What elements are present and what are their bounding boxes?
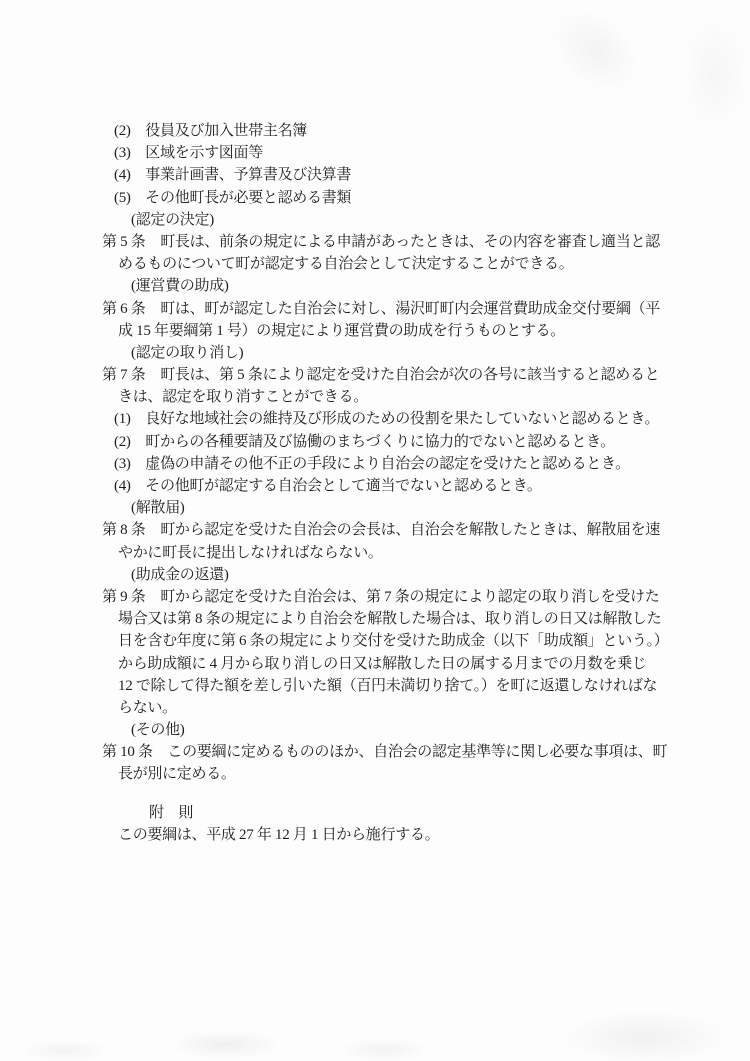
text-line: (その他) <box>131 722 185 739</box>
document-body <box>0 120 750 846</box>
scan-artifact <box>680 15 750 135</box>
text-line: 第 5 条 町長は、前条の規定による申請があったときは、その内容を審査し適当と認 <box>102 233 660 250</box>
text-line: めるものについて町が認定する自治会として決定することができる。 <box>118 256 574 273</box>
text-line: この要綱は、平成 27 年 12 月 1 日から施行する。 <box>118 826 440 843</box>
text-line: 長が別に定める。 <box>118 766 236 783</box>
text-line: 第 9 条 町から認定を受けた自治会は、第 7 条の規定により認定の取り消しを受けた <box>102 588 660 605</box>
text-line: (3) 区域を示す図面等 <box>114 145 263 162</box>
text-line: 成 15 年要綱第 1 号）の規定により運営費の助成を行うものとする。 <box>118 322 566 339</box>
scan-artifact <box>560 1010 730 1061</box>
text-line: (4) 事業計画書、予算書及び決算書 <box>114 167 352 184</box>
scan-artifact <box>20 1040 110 1061</box>
text-line: (運営費の助成) <box>131 278 229 295</box>
text-line: (認定の決定) <box>131 211 214 228</box>
text-line: (2) 役員及び加入世帯主名簿 <box>114 123 307 139</box>
text-line: 附 則 <box>149 804 194 821</box>
text-line: (認定の取り消し) <box>131 344 244 361</box>
text-line: 第 10 条 この要綱に定めるもののほか、自治会の認定基準等に関し必要な事項は、町 <box>102 744 668 761</box>
text-line: (4) その他町が認定する自治会として適当でないと認めるとき。 <box>114 478 542 494</box>
scan-artifact <box>170 1030 280 1060</box>
text-line: (助成金の返還) <box>131 566 229 583</box>
text-line: きは、認定を取り消すことができる。 <box>118 389 368 406</box>
text-line: (2) 町からの各種要請及び協働のまちづくりに協力的でないと認めるとき。 <box>114 433 615 450</box>
text-line: 日を含む年度に第 6 条の規定により交付を受けた助成金（以下「助成額」という。） <box>118 633 669 650</box>
text-line: から助成額に 4 月から取り消しの日又は解散した日の属する月までの月数を乗じ <box>118 655 647 672</box>
scan-artifact <box>534 0 656 109</box>
text-line: (5) その他町長が必要と認める書類 <box>114 189 352 206</box>
text-line: 場合又は第 8 条の規定により自治会を解散した場合は、取り消しの日又は解散した <box>118 611 662 628</box>
text-line: やかに町長に提出しなければならない。 <box>118 544 383 561</box>
text-line: らない。 <box>118 699 177 716</box>
text-line: (3) 虚偽の申請その他不正の手段により自治会の認定を受けたと認めるとき。 <box>114 455 630 472</box>
text-line: 第 8 条 町から認定を受けた自治会の会長は、自治会を解散したときは、解散届を速 <box>102 522 661 539</box>
text-line: 第 7 条 町長は、第 5 条により認定を受けた自治会が次の各号に該当すると認めると <box>102 367 660 384</box>
text-line: (1) 良好な地域社会の維持及び形成のための役割を果たしていないと認めるとき。 <box>114 411 660 428</box>
text-line: 12 で除して得た額を差し引いた額（百円未満切り捨て。）を町に返還しなければな <box>118 677 658 694</box>
text-line: 第 6 条 町は、町が認定した自治会に対し、湯沢町町内会運営費助成金交付要綱（平 <box>102 300 661 317</box>
scan-artifact <box>340 1038 430 1061</box>
text-line: (解散届) <box>131 500 185 517</box>
text-line <box>0 786 750 802</box>
